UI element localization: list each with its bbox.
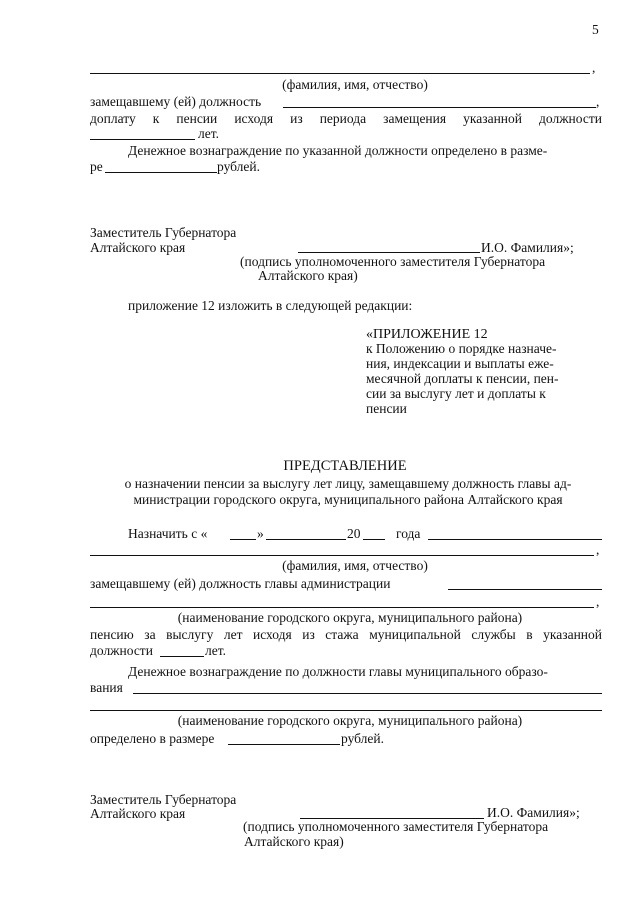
- signatory-name: И.О. Фамилия»;: [481, 240, 574, 255]
- signature-caption-2: Алтайского края): [244, 834, 344, 849]
- years-line: [160, 656, 204, 657]
- comma: ,: [596, 594, 600, 609]
- position-label: замещавшему (ей) должность: [90, 94, 262, 109]
- reward-text: Денежное вознаграждение по указанной должности определено в разме-: [128, 143, 548, 158]
- years-line: [90, 139, 195, 140]
- years-label: лет.: [205, 643, 226, 658]
- signature-line: [298, 252, 480, 253]
- position-line: [448, 589, 602, 590]
- month-line: [266, 539, 346, 540]
- position-line: [283, 107, 596, 108]
- fio-caption: (фамилия, имя, отчество): [282, 558, 428, 573]
- supplement-line: доплату к пенсии исходя из периода замещения указанной должности: [90, 111, 602, 126]
- years-label: лет.: [198, 126, 219, 141]
- signatory-title: Заместитель Губернатора: [90, 792, 237, 807]
- form-subtitle-2: министрации городского округа, муниципального района Алтайского края: [133, 492, 563, 507]
- position-prefix: должности: [90, 643, 153, 658]
- instruction-text: приложение 12 изложить в следующей редакции:: [128, 298, 413, 313]
- signature-caption-2: Алтайского края): [258, 268, 358, 283]
- appendix-ref-line: месячной доплаты к пенсии, пен-: [366, 371, 559, 386]
- year-line: [363, 539, 385, 540]
- appendix-ref-line: пенсии: [366, 401, 407, 416]
- appendix-ref-line: сии за выслугу лет и доплаты к: [366, 386, 546, 401]
- comma: ,: [596, 542, 600, 557]
- appendix-ref-line: к Положению о порядке назначе-: [366, 341, 557, 356]
- reward-prefix: ре: [90, 159, 103, 174]
- reward-prefix: вания: [90, 680, 123, 695]
- rubles-label: рублей.: [341, 731, 385, 746]
- year-word: года: [396, 526, 421, 541]
- form-subtitle: о назначении пенсии за выслугу лет лицу, замещавшему должность главы ад-: [124, 476, 572, 491]
- assign-label: Назначить с «: [128, 526, 208, 541]
- amount-line: [105, 172, 217, 173]
- municipality-name-line-2: [90, 710, 602, 711]
- year-prefix: 20: [347, 526, 361, 541]
- appendix-title: «ПРИЛОЖЕНИЕ 12: [366, 327, 488, 342]
- signatory-region: Алтайского края: [90, 240, 186, 255]
- pension-text: пенсию за выслугу лет исходя из стажа муниципальной службы в указанной: [90, 627, 602, 642]
- municipality-name-line: [133, 693, 602, 694]
- signature-caption: (подпись уполномоченного заместителя Губернатора: [243, 819, 549, 834]
- position-label: замещавшему (ей) должность главы администрации: [90, 576, 391, 591]
- page-number: 5: [592, 22, 599, 37]
- form-title: ПРЕДСТАВЛЕНИЕ: [283, 458, 407, 474]
- appendix-ref-line: ния, индексации и выплаты еже-: [366, 356, 554, 371]
- signatory-name: И.О. Фамилия»;: [487, 805, 580, 820]
- comma: ,: [592, 60, 596, 75]
- signatory-region: Алтайского края: [90, 806, 186, 821]
- municipality-caption: (наименование городского округа, муниципального района): [177, 713, 523, 728]
- day-line: [230, 539, 256, 540]
- fio-line: [90, 555, 594, 556]
- amount-prefix: определено в размере: [90, 731, 215, 746]
- date-tail-line: [428, 539, 602, 540]
- fio-caption: (фамилия, имя, отчество): [282, 77, 428, 92]
- signature-caption: (подпись уполномоченного заместителя Губернатора: [240, 254, 546, 269]
- comma: ,: [596, 94, 600, 109]
- quote-close: »: [257, 526, 264, 541]
- amount-line: [228, 744, 340, 745]
- signatory-title: Заместитель Губернатора: [90, 225, 237, 240]
- reward-text: Денежное вознаграждение по должности главы муниципального образо-: [128, 664, 548, 679]
- municipality-caption: (наименование городского округа, муниципального района): [177, 610, 523, 625]
- municipality-line: [90, 607, 594, 608]
- rubles-label: рублей.: [217, 159, 261, 174]
- fio-line: [90, 73, 590, 74]
